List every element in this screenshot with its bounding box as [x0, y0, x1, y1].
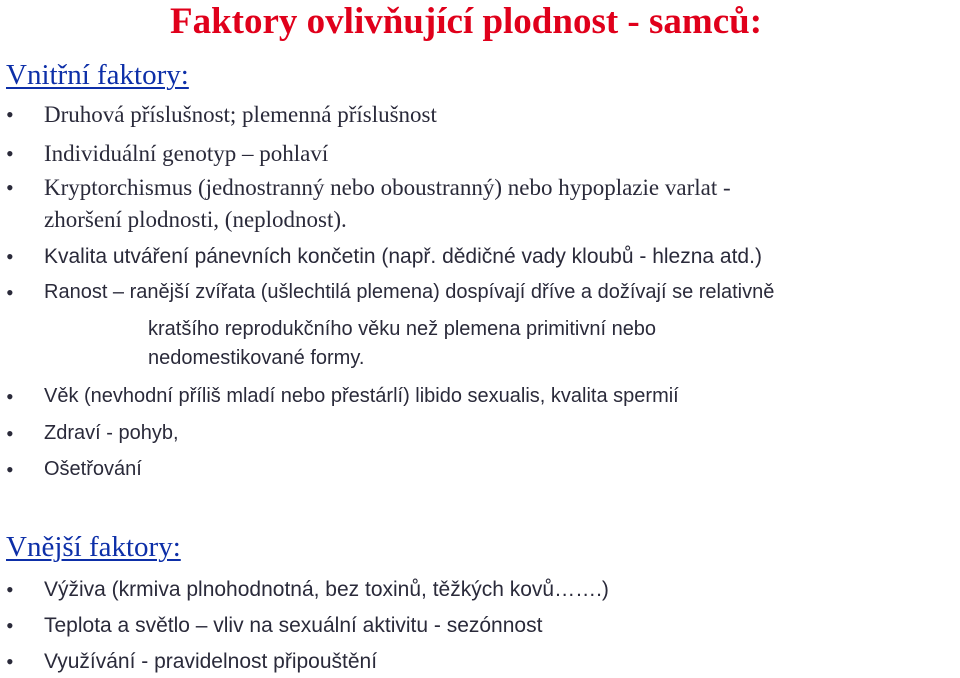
bullet-icon: •	[6, 175, 14, 200]
bullet-icon: •	[6, 141, 14, 166]
list-item-text: kratšího reprodukčního věku než plemena primitivní nebo	[148, 318, 657, 340]
list-item-text: Věk (nevhodní příliš mladí nebo přestárlí) libido sexualis, kvalita spermií	[44, 385, 679, 407]
list-item-text: Individuální genotyp – pohlaví	[44, 141, 329, 166]
bullet-icon: •	[6, 244, 14, 269]
list-item-text: Zdraví - pohyb,	[44, 422, 179, 444]
list-item-text: zhoršení plodnosti, (neplodnost).	[44, 207, 347, 232]
list-item-text: nedomestikované formy.	[148, 347, 365, 369]
list-item-text: Teplota a světlo – vliv na sexuální aktivitu - sezónnost	[44, 614, 543, 637]
bullet-icon: •	[6, 102, 14, 127]
list-item-text: Druhová příslušnost; plemenná příslušnost	[44, 102, 437, 127]
list-item-text: Využívání - pravidelnost připouštění	[44, 650, 378, 673]
bullet-icon: •	[6, 280, 14, 305]
list-item-text: Ranost – ranější zvířata (ušlechtilá plemena) dospívají dříve a dožívají se relativně	[44, 281, 775, 303]
list-item-text: Kryptorchismus (jednostranný nebo oboustranný) nebo hypoplazie varlat -	[44, 175, 731, 200]
bullet-icon: •	[6, 457, 14, 482]
bullet-icon: •	[6, 649, 14, 674]
external-factors-heading: Vnější faktory:	[6, 531, 181, 563]
internal-factors-heading: Vnitřní faktory:	[6, 59, 189, 91]
bullet-icon: •	[6, 384, 14, 409]
bullet-icon: •	[6, 613, 14, 638]
list-item-text: Kvalita utváření pánevních končetin (např. dědičné vady kloubů - hlezna atd.)	[44, 245, 762, 268]
list-item-text: Ošetřování	[44, 458, 142, 480]
bullet-icon: •	[6, 577, 14, 602]
page-title: Faktory ovlivňující plodnost - samců:	[170, 1, 763, 42]
list-item-text: Výživa (krmiva plnohodnotná, bez toxinů, těžkých kovů…….)	[44, 578, 609, 601]
bullet-icon: •	[6, 421, 14, 446]
